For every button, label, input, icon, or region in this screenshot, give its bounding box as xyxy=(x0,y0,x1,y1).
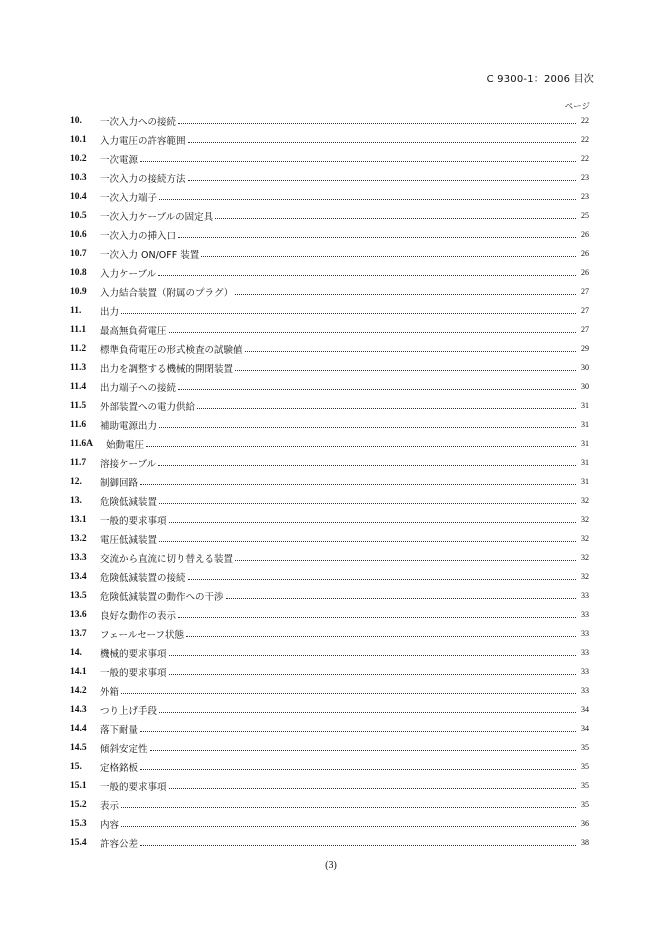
toc-entry[interactable] xyxy=(70,263,589,282)
toc-leader-dots xyxy=(197,407,576,409)
toc-entry-number: 13.4 xyxy=(70,571,87,582)
toc-entry[interactable] xyxy=(70,833,589,852)
toc-entry[interactable] xyxy=(70,510,589,529)
toc-entry-title: つり上げ手段 xyxy=(100,705,158,717)
toc-leader-dots xyxy=(178,236,576,238)
toc-entry-number: 10.3 xyxy=(70,172,87,183)
toc-leader-dots xyxy=(235,293,576,295)
toc-entry[interactable] xyxy=(70,757,589,776)
toc-entry-number: 14.4 xyxy=(70,723,87,734)
toc-entry[interactable] xyxy=(70,795,589,814)
toc-entry-page: 33 xyxy=(581,591,589,600)
toc-entry-title: 電圧低減装置 xyxy=(100,534,158,546)
toc-entry[interactable] xyxy=(70,586,589,605)
toc-leader-dots xyxy=(150,749,576,751)
toc-entry[interactable] xyxy=(70,472,589,491)
toc-entry-page: 34 xyxy=(581,705,589,714)
toc-entry-title: 入力ケーブル xyxy=(100,268,157,280)
toc-entry-page: 36 xyxy=(581,819,589,828)
toc-entry-title: 制御回路 xyxy=(100,477,139,489)
toc-leader-dots xyxy=(159,502,576,504)
toc-entry-page: 25 xyxy=(581,211,589,220)
toc-entry-number: 13.3 xyxy=(70,552,87,563)
toc-entry-title: 外箱 xyxy=(100,686,120,698)
toc-entry[interactable] xyxy=(70,605,589,624)
toc-entry-title: 定格銘板 xyxy=(100,762,139,774)
toc-entry-number: 13.5 xyxy=(70,590,87,601)
toc-entry-page: 23 xyxy=(581,173,589,182)
toc-entry-page: 32 xyxy=(581,496,589,505)
toc-entry-title: フェールセーフ状態 xyxy=(100,629,184,641)
toc-leader-dots xyxy=(169,331,576,333)
toc-entry[interactable] xyxy=(70,814,589,833)
toc-entry-title: 良好な動作の表示 xyxy=(100,610,177,622)
toc-entry-number: 14.3 xyxy=(70,704,87,715)
toc-leader-dots xyxy=(140,844,576,846)
toc-leader-dots xyxy=(158,464,576,466)
toc-entry-title: 外部装置への電力供給 xyxy=(100,401,196,413)
toc-entry-title: 一次電源 xyxy=(100,154,139,166)
toc-entry-page: 31 xyxy=(581,420,589,429)
toc-entry-title: 補助電源出力 xyxy=(100,420,158,432)
toc-leader-dots xyxy=(159,198,576,200)
toc-entry-page: 22 xyxy=(581,154,589,163)
toc-entry[interactable] xyxy=(70,624,589,643)
toc-entry[interactable] xyxy=(70,491,589,510)
toc-entry-title: 内容 xyxy=(100,819,120,831)
toc-leader-dots xyxy=(140,730,576,732)
toc-entry[interactable] xyxy=(70,168,589,187)
toc-entry-number: 11.4 xyxy=(70,381,87,392)
toc-entry-number: 13.2 xyxy=(70,533,87,544)
toc-entry[interactable] xyxy=(70,244,589,263)
toc-entry-number: 13.7 xyxy=(70,628,87,639)
toc-entry[interactable] xyxy=(70,320,589,339)
toc-entry[interactable] xyxy=(70,700,589,719)
toc-entry-page: 35 xyxy=(581,743,589,752)
toc-entry-title: 入力電圧の許容範囲 xyxy=(100,135,186,147)
toc-entry-page: 27 xyxy=(581,287,589,296)
toc-entry-page: 32 xyxy=(581,553,589,562)
toc-entry-title: 一次入力への接続 xyxy=(100,116,177,128)
toc-entry-number: 15.1 xyxy=(70,780,87,791)
toc-leader-dots xyxy=(178,388,576,390)
toc-entry[interactable] xyxy=(70,548,589,567)
toc-entry-title: 交流から直流に切り替える装置 xyxy=(100,553,234,565)
toc-leader-dots xyxy=(158,274,576,276)
toc-entry-title: 最高無負荷電圧 xyxy=(100,325,167,337)
toc-entry-title: 落下耐量 xyxy=(100,724,139,736)
toc-entry[interactable] xyxy=(70,187,589,206)
toc-entry-number: 10.2 xyxy=(70,153,87,164)
toc-leader-dots xyxy=(188,179,576,181)
toc-entry[interactable] xyxy=(70,130,589,149)
toc-leader-dots xyxy=(140,768,576,770)
toc-entry-number: 11.2 xyxy=(70,343,87,354)
toc-leader-dots xyxy=(146,445,576,447)
toc-entry[interactable] xyxy=(70,415,589,434)
toc-entry[interactable] xyxy=(70,149,589,168)
toc-entry-number: 10.5 xyxy=(70,210,87,221)
toc-entry-title: 始動電圧 xyxy=(106,439,145,451)
toc-entry-number: 11.5 xyxy=(70,400,87,411)
toc-leader-dots xyxy=(178,122,576,124)
toc-entry-page: 22 xyxy=(581,116,589,125)
toc-entry-number: 13.6 xyxy=(70,609,87,620)
toc-entry-page: 33 xyxy=(581,667,589,676)
toc-entry-page: 35 xyxy=(581,762,589,771)
toc-leader-dots xyxy=(188,141,576,143)
toc-entry-title: 出力を調整する機械的開閉装置 xyxy=(100,363,234,375)
toc-entry[interactable] xyxy=(70,111,589,130)
toc-entry-number: 15.2 xyxy=(70,799,87,810)
toc-entry-page: 38 xyxy=(581,838,589,847)
toc-entry-title: 危険低減装置の動作への干渉 xyxy=(100,591,224,603)
toc-entry-page: 33 xyxy=(581,629,589,638)
toc-entry-number: 10.6 xyxy=(70,229,87,240)
toc-entry-number: 14.1 xyxy=(70,666,87,677)
toc-entry-number: 14.2 xyxy=(70,685,87,696)
toc-entry-number: 13.1 xyxy=(70,514,87,525)
table-of-contents xyxy=(70,111,589,852)
toc-entry-title: 一次入力 ON/OFF 装置 xyxy=(100,249,200,261)
toc-entry-page: 32 xyxy=(581,572,589,581)
toc-entry-title: 機械的要求事項 xyxy=(100,648,167,660)
toc-entry[interactable] xyxy=(70,662,589,681)
toc-entry-page: 22 xyxy=(581,135,589,144)
toc-entry-page: 31 xyxy=(581,439,589,448)
toc-entry-page: 27 xyxy=(581,325,589,334)
toc-entry[interactable] xyxy=(70,681,589,700)
toc-entry[interactable] xyxy=(70,339,589,358)
toc-leader-dots xyxy=(169,787,576,789)
toc-entry[interactable] xyxy=(70,453,589,472)
toc-leader-dots xyxy=(235,559,576,561)
toc-entry-title: 一次入力ケーブルの固定具 xyxy=(100,211,214,223)
toc-leader-dots xyxy=(159,540,576,542)
toc-leader-dots xyxy=(121,692,576,694)
toc-leader-dots xyxy=(169,654,576,656)
toc-leader-dots xyxy=(169,521,576,523)
toc-entry-number: 11.6A xyxy=(70,438,93,449)
toc-entry-number: 15.4 xyxy=(70,837,87,848)
toc-entry-title: 一般的要求事項 xyxy=(100,515,167,527)
toc-entry-number: 15.3 xyxy=(70,818,87,829)
toc-entry[interactable] xyxy=(70,434,589,453)
toc-entry-title: 一般的要求事項 xyxy=(100,781,167,793)
toc-entry-number: 14.5 xyxy=(70,742,87,753)
document-id-header: C 9300-1：2006 目次 xyxy=(486,74,594,85)
toc-leader-dots xyxy=(121,825,576,827)
toc-entry-page: 33 xyxy=(581,686,589,695)
toc-leader-dots xyxy=(245,350,576,352)
toc-entry-title: 一次入力端子 xyxy=(100,192,158,204)
toc-entry-number: 10.8 xyxy=(70,267,87,278)
toc-entry-page: 30 xyxy=(581,382,589,391)
toc-leader-dots xyxy=(169,673,576,675)
toc-entry-number: 11.1 xyxy=(70,324,87,335)
toc-entry-number: 11.7 xyxy=(70,457,87,468)
toc-leader-dots xyxy=(215,217,576,219)
toc-entry-page: 32 xyxy=(581,534,589,543)
toc-leader-dots xyxy=(140,160,576,162)
toc-entry[interactable] xyxy=(70,567,589,586)
toc-entry-page: 33 xyxy=(581,610,589,619)
page-column-label: ページ xyxy=(564,102,590,112)
toc-entry-title: 溶接ケーブル xyxy=(100,458,157,470)
toc-entry[interactable] xyxy=(70,643,589,662)
toc-entry-title: 傾斜安定性 xyxy=(100,743,148,755)
toc-entry[interactable] xyxy=(70,377,589,396)
toc-entry[interactable] xyxy=(70,529,589,548)
toc-entry-page: 33 xyxy=(581,648,589,657)
toc-entry[interactable] xyxy=(70,225,589,244)
toc-entry[interactable] xyxy=(70,301,589,320)
toc-entry-title: 出力 xyxy=(100,306,120,318)
toc-entry-number: 10.4 xyxy=(70,191,87,202)
toc-entry-title: 一次入力の接続方法 xyxy=(100,173,186,185)
toc-entry-page: 32 xyxy=(581,515,589,524)
toc-entry[interactable] xyxy=(70,282,589,301)
toc-entry[interactable] xyxy=(70,738,589,757)
toc-entry-title: 危険低減装置の接続 xyxy=(100,572,186,584)
toc-entry-number: 10.7 xyxy=(70,248,87,259)
toc-entry-page: 27 xyxy=(581,306,589,315)
toc-entry[interactable] xyxy=(70,358,589,377)
toc-entry-number: 11. xyxy=(70,305,82,316)
toc-entry-number: 10.1 xyxy=(70,134,87,145)
toc-entry-number: 14. xyxy=(70,647,82,658)
toc-leader-dots xyxy=(186,635,576,637)
toc-entry-title: 標準負荷電圧の形式検査の試験値 xyxy=(100,344,243,356)
toc-leader-dots xyxy=(121,312,576,314)
toc-entry-title: 一般的要求事項 xyxy=(100,667,167,679)
toc-entry-number: 11.3 xyxy=(70,362,87,373)
toc-entry-number: 13. xyxy=(70,495,82,506)
toc-entry-title: 一次入力の挿入口 xyxy=(100,230,177,242)
toc-entry[interactable] xyxy=(70,719,589,738)
toc-entry[interactable] xyxy=(70,396,589,415)
toc-entry-number: 15. xyxy=(70,761,82,772)
toc-entry-page: 31 xyxy=(581,401,589,410)
toc-entry-number: 12. xyxy=(70,476,82,487)
page-number: (3) xyxy=(325,860,337,871)
toc-leader-dots xyxy=(226,597,576,599)
toc-entry-number: 11.6 xyxy=(70,419,87,430)
toc-leader-dots xyxy=(201,255,576,257)
toc-entry-title: 危険低減装置 xyxy=(100,496,158,508)
toc-entry-page: 30 xyxy=(581,363,589,372)
toc-entry-title: 許容公差 xyxy=(100,838,139,850)
toc-leader-dots xyxy=(121,806,576,808)
toc-leader-dots xyxy=(159,426,576,428)
toc-entry[interactable] xyxy=(70,206,589,225)
toc-leader-dots xyxy=(188,578,576,580)
toc-leader-dots xyxy=(159,711,576,713)
toc-entry-page: 26 xyxy=(581,230,589,239)
toc-entry-page: 34 xyxy=(581,724,589,733)
toc-entry-page: 26 xyxy=(581,249,589,258)
toc-leader-dots xyxy=(178,616,576,618)
toc-entry-title: 表示 xyxy=(100,800,120,812)
toc-entry-page: 35 xyxy=(581,800,589,809)
toc-entry-page: 29 xyxy=(581,344,589,353)
toc-entry-page: 26 xyxy=(581,268,589,277)
toc-leader-dots xyxy=(140,483,576,485)
toc-entry[interactable] xyxy=(70,776,589,795)
toc-entry-page: 35 xyxy=(581,781,589,790)
toc-entry-number: 10. xyxy=(70,115,82,126)
toc-entry-page: 31 xyxy=(581,477,589,486)
toc-entry-title: 出力端子への接続 xyxy=(100,382,177,394)
toc-entry-page: 23 xyxy=(581,192,589,201)
toc-entry-number: 10.9 xyxy=(70,286,87,297)
toc-entry-title: 入力結合装置（附属のプラグ） xyxy=(100,287,234,299)
toc-entry-page: 31 xyxy=(581,458,589,467)
toc-leader-dots xyxy=(235,369,576,371)
